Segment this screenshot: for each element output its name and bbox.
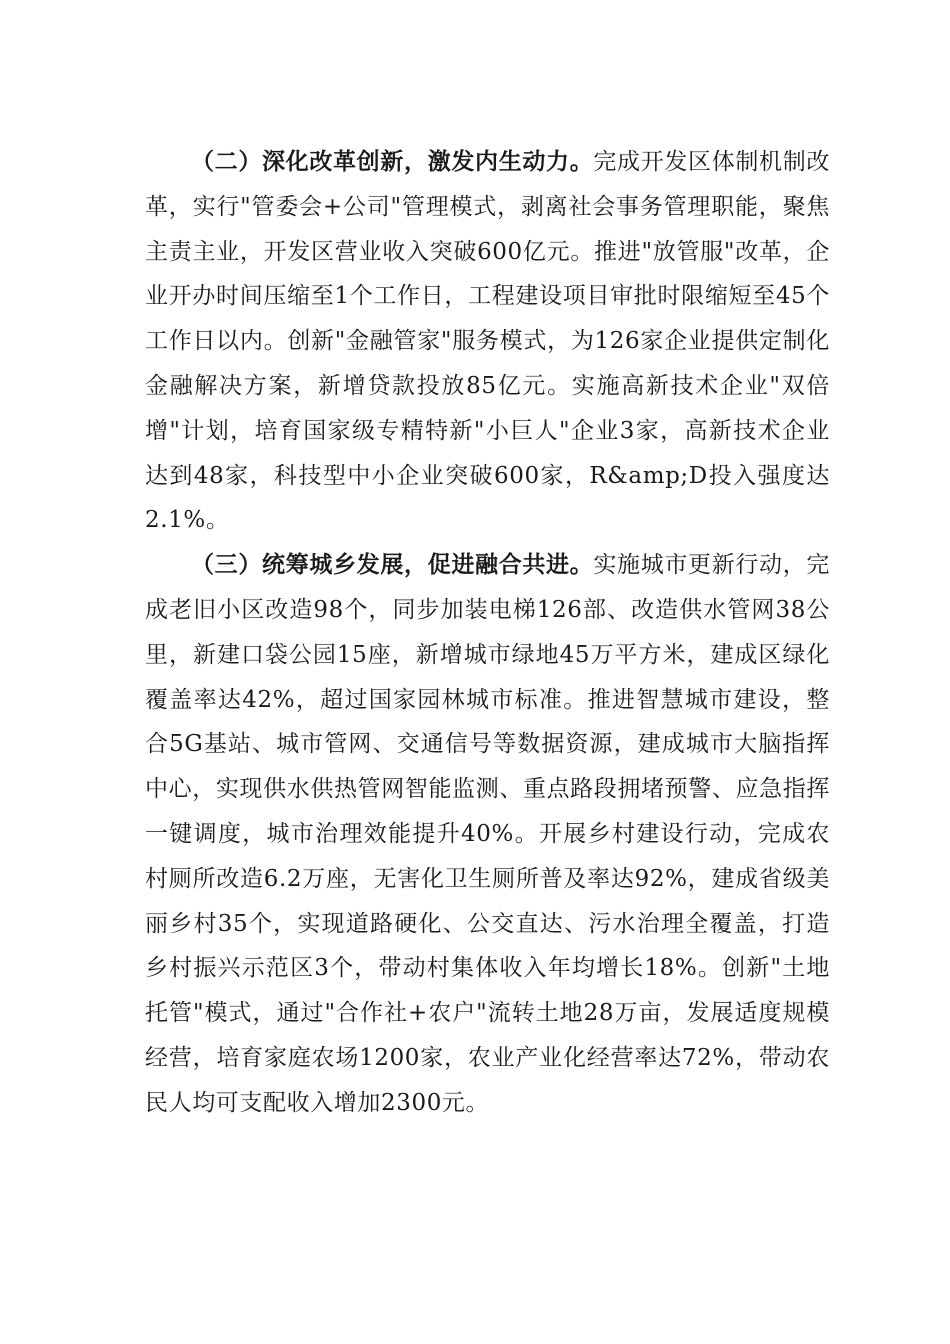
document-body [145, 140, 830, 1126]
paragraph-text: 实施城市更新行动，完成老旧小区改造98个，同步加装电梯126部、改造供水管网38公里，新建口袋公园15座，新增城市绿地45万平方米，建成区绿化覆盖率达42%，超过国家园林城市标准。推进智慧城市建设，整合5G基站、城市管网、交通信号等数据资源，建成城市大脑指挥中心，实现供水供热管网智能监测、重点路段拥堵预警、应急指挥一键调度，城市治理效能提升40%。开展乡村建设行动，完成农村厕所改造6.2万座，无害化卫生厕所普及率达92%，建成省级美丽乡村35个，实现道路硬化、公交直达、污水治理全覆盖，打造乡村振兴示范区3个，带动村集体收入年均增长18%。创新"土地托管"模式，通过"合作社+农户"流转土地28万亩，发展适度规模经营，培育家庭农场1200家，农业产业化经营率达72%，带动农民人均可支配收入增加2300元。 [145, 552, 830, 1116]
paragraph-heading: （三）统筹城乡发展，促进融合共进。 [191, 551, 594, 579]
paragraph-urban-rural [145, 543, 830, 1125]
paragraph-heading: （二）深化改革创新，激发内生动力。 [191, 148, 594, 175]
paragraph-deepen-reform [145, 140, 830, 543]
paragraph-text: 完成开发区体制机制改革，实行"管委会+公司"管理模式，剥离社会事务管理职能，聚焦主责主业，开发区营业收入突破600亿元。推进"放管服"改革，企业开办时间压缩至1个工作日，工程建设项目审批时限缩短至45个工作日以内。创新"金融管家"服务模式，为126家企业提供定制化金融解决方案，新增贷款投放85亿元。实施高新技术企业"双倍增"计划，培育国家级专精特新"小巨人"企业3家，高新技术企业达到48家，科技型中小企业突破600家，R&amp;D投入强度达2.1%。 [145, 149, 830, 534]
